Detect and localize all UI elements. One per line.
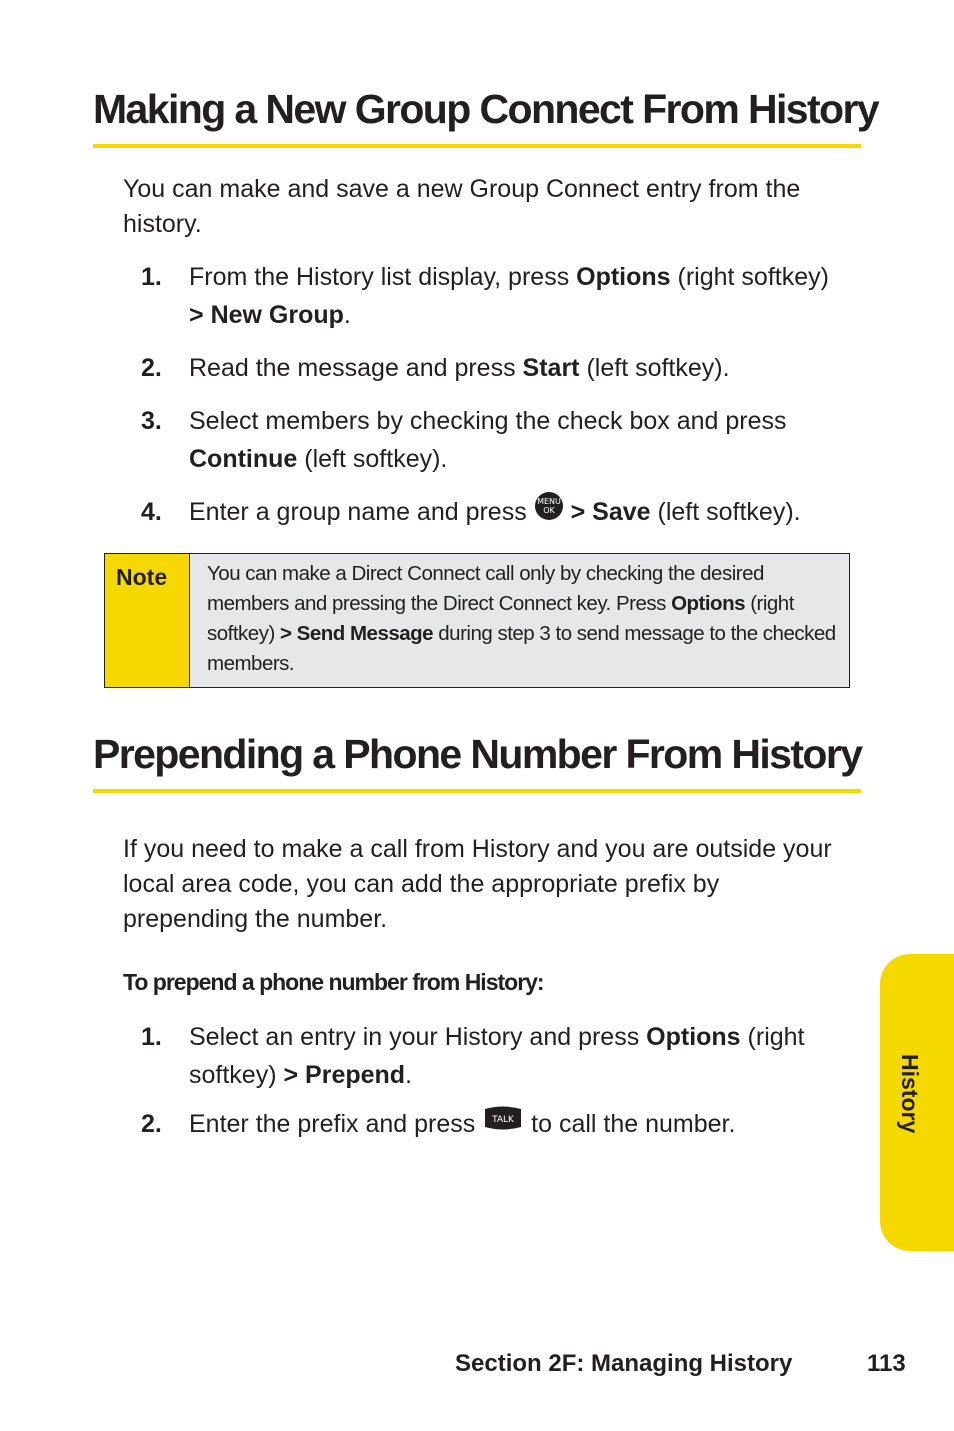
svg-text:OK: OK (542, 506, 555, 515)
section-title-new-group: Making a New Group Connect From History (93, 86, 879, 132)
send-message-menu-label: Send Message (296, 622, 434, 645)
side-tab (880, 954, 954, 1251)
menu-ok-key-icon (534, 491, 564, 532)
step-1 (141, 258, 841, 334)
step-number: 1. (141, 263, 162, 291)
intro-paragraph: If you need to make a call from History and you are outside your local area code, you can add the appropriate prefix by prepending the number. (123, 835, 832, 933)
step-text: Enter the prefix and press TALK to call the number. (189, 1105, 841, 1144)
start-key-label: Start (522, 354, 580, 382)
step-text: Read the message and press Start (left softkey). (189, 354, 730, 382)
step-3 (141, 402, 841, 478)
step-2 (141, 1105, 841, 1144)
options-key-label: Options (646, 1023, 741, 1051)
svg-text:TALK: TALK (492, 1115, 515, 1126)
note-box (104, 553, 850, 688)
step-1 (141, 1018, 841, 1094)
talk-key-icon (482, 1104, 524, 1142)
svg-text:MENU: MENU (536, 497, 561, 506)
step-text: Enter a group name and press MENU OK > Save (left softkey). (189, 493, 841, 534)
arrow-icon: > (570, 498, 586, 527)
step-2 (141, 349, 841, 387)
step-4 (141, 493, 841, 534)
step-number: 1. (141, 1023, 162, 1051)
options-key-label: Options (576, 263, 671, 291)
title-underline (93, 789, 861, 793)
arrow-icon: > (283, 1061, 299, 1089)
note-text: You can make a Direct Connect call only by checking the desired members and pressing the Direct Connect key. Press Options (right softkey) > Send Message during step 3 to send message to the checked members. (190, 554, 849, 687)
footer-section: Section 2F: Managing History (455, 1350, 793, 1377)
step-number: 3. (141, 407, 162, 435)
side-tab-label: History (897, 1054, 923, 1134)
step-number: 4. (141, 498, 162, 526)
step-text: Select an entry in your History and press Options (right softkey) > Prepend. (189, 1023, 805, 1089)
title-underline (93, 144, 861, 148)
save-key-label: Save (592, 498, 651, 527)
page-number: 113 (867, 1350, 906, 1377)
section-title-prepending: Prepending a Phone Number From History (93, 731, 862, 777)
step-number: 2. (141, 354, 162, 382)
arrow-icon: > (189, 301, 204, 329)
arrow-icon: > (279, 622, 292, 645)
intro-paragraph: You can make and save a new Group Connect entry from the history. (123, 175, 801, 238)
continue-key-label: Continue (189, 445, 298, 473)
step-text: Select members by checking the check box and press Continue (left softkey). (189, 407, 787, 473)
procedure-subheading: To prepend a phone number from History: (123, 969, 544, 995)
step-text: From the History list display, press Options (right softkey) > New Group. (189, 263, 829, 329)
options-key-label: Options (671, 592, 745, 615)
step-number: 2. (141, 1110, 162, 1138)
prepend-menu-label: Prepend (305, 1061, 406, 1089)
new-group-menu-label: New Group (210, 301, 344, 329)
note-label: Note (105, 554, 190, 687)
